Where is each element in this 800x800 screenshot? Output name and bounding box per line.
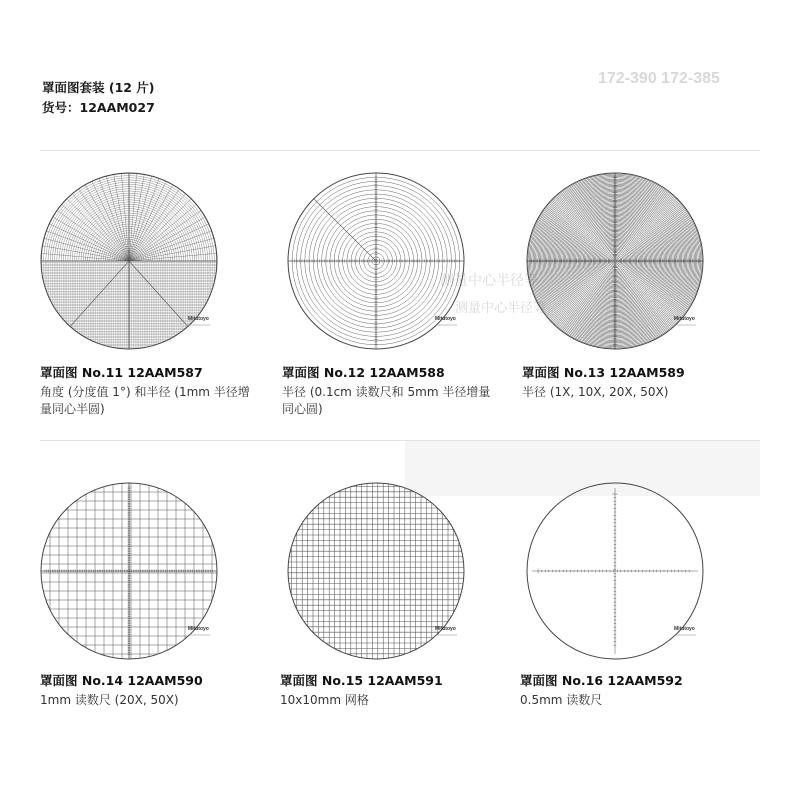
brand-logo: Mitutoyo (435, 316, 456, 322)
reticle-no13-figure (524, 170, 706, 352)
caption-no11 (40, 364, 260, 418)
reticle-no14-svg (38, 480, 220, 662)
reticle-no12-figure (285, 170, 467, 352)
brand-logo: Mitutoyo (674, 626, 695, 632)
caption-no14 (40, 672, 260, 709)
reticle-title: 罩面图 No.16 12AAM592 (520, 673, 683, 688)
ghost-line (40, 150, 760, 151)
reticle-no16-svg (524, 480, 706, 662)
reticle-description: 半径 (0.1cm 读数尺和 5mm 半径增量同心圆) (282, 385, 491, 416)
reticle-title: 罩面图 No.13 12AAM589 (522, 365, 685, 380)
reticle-title: 罩面图 No.15 12AAM591 (280, 673, 443, 688)
reticle-no13-svg (524, 170, 706, 352)
caption-no16 (520, 672, 740, 709)
reticle-no15-svg (285, 480, 467, 662)
reticle-no12-svg (285, 170, 467, 352)
reticle-outline (288, 483, 464, 659)
reticle-description: 半径 (1X, 10X, 20X, 50X) (522, 385, 669, 399)
reticle-description: 0.5mm 读数尺 (520, 693, 603, 707)
reticle-no16-figure (524, 480, 706, 662)
reticle-title: 罩面图 No.12 12AAM588 (282, 365, 445, 380)
reticle-no14-figure (38, 480, 220, 662)
ghost-text-2: 测量中心半径等 (455, 300, 547, 315)
brand-logo: Mitutoyo (188, 316, 209, 322)
reticle-title: 罩面图 No.11 12AAM587 (40, 365, 203, 380)
reticle-description: 10x10mm 网格 (280, 693, 369, 707)
reticle-title: 罩面图 No.14 12AAM590 (40, 673, 203, 688)
ghost-line (40, 440, 760, 441)
set-title: 罩面图套装 (12 片) (42, 80, 155, 95)
reticle-description: 角度 (分度值 1°) 和半径 (1mm 半径增量同心半圆) (40, 385, 250, 416)
ghost-code: 172-390 172-385 (598, 70, 720, 87)
brand-logo: Mitutoyo (674, 316, 695, 322)
ghost-text-1: 测量中心半径等 (440, 272, 538, 288)
caption-no15 (280, 672, 500, 709)
page-header (42, 78, 155, 118)
reticle-no11-svg (38, 170, 220, 352)
reticle-description: 1mm 读数尺 (20X, 50X) (40, 693, 179, 707)
reticle-no15-figure (285, 480, 467, 662)
item-number: 货号：12AAM027 (42, 100, 155, 115)
caption-no13 (522, 364, 742, 401)
brand-logo: Mitutoyo (435, 626, 456, 632)
reticle-no11-figure (38, 170, 220, 352)
brand-logo: Mitutoyo (188, 626, 209, 632)
caption-no12 (282, 364, 502, 418)
